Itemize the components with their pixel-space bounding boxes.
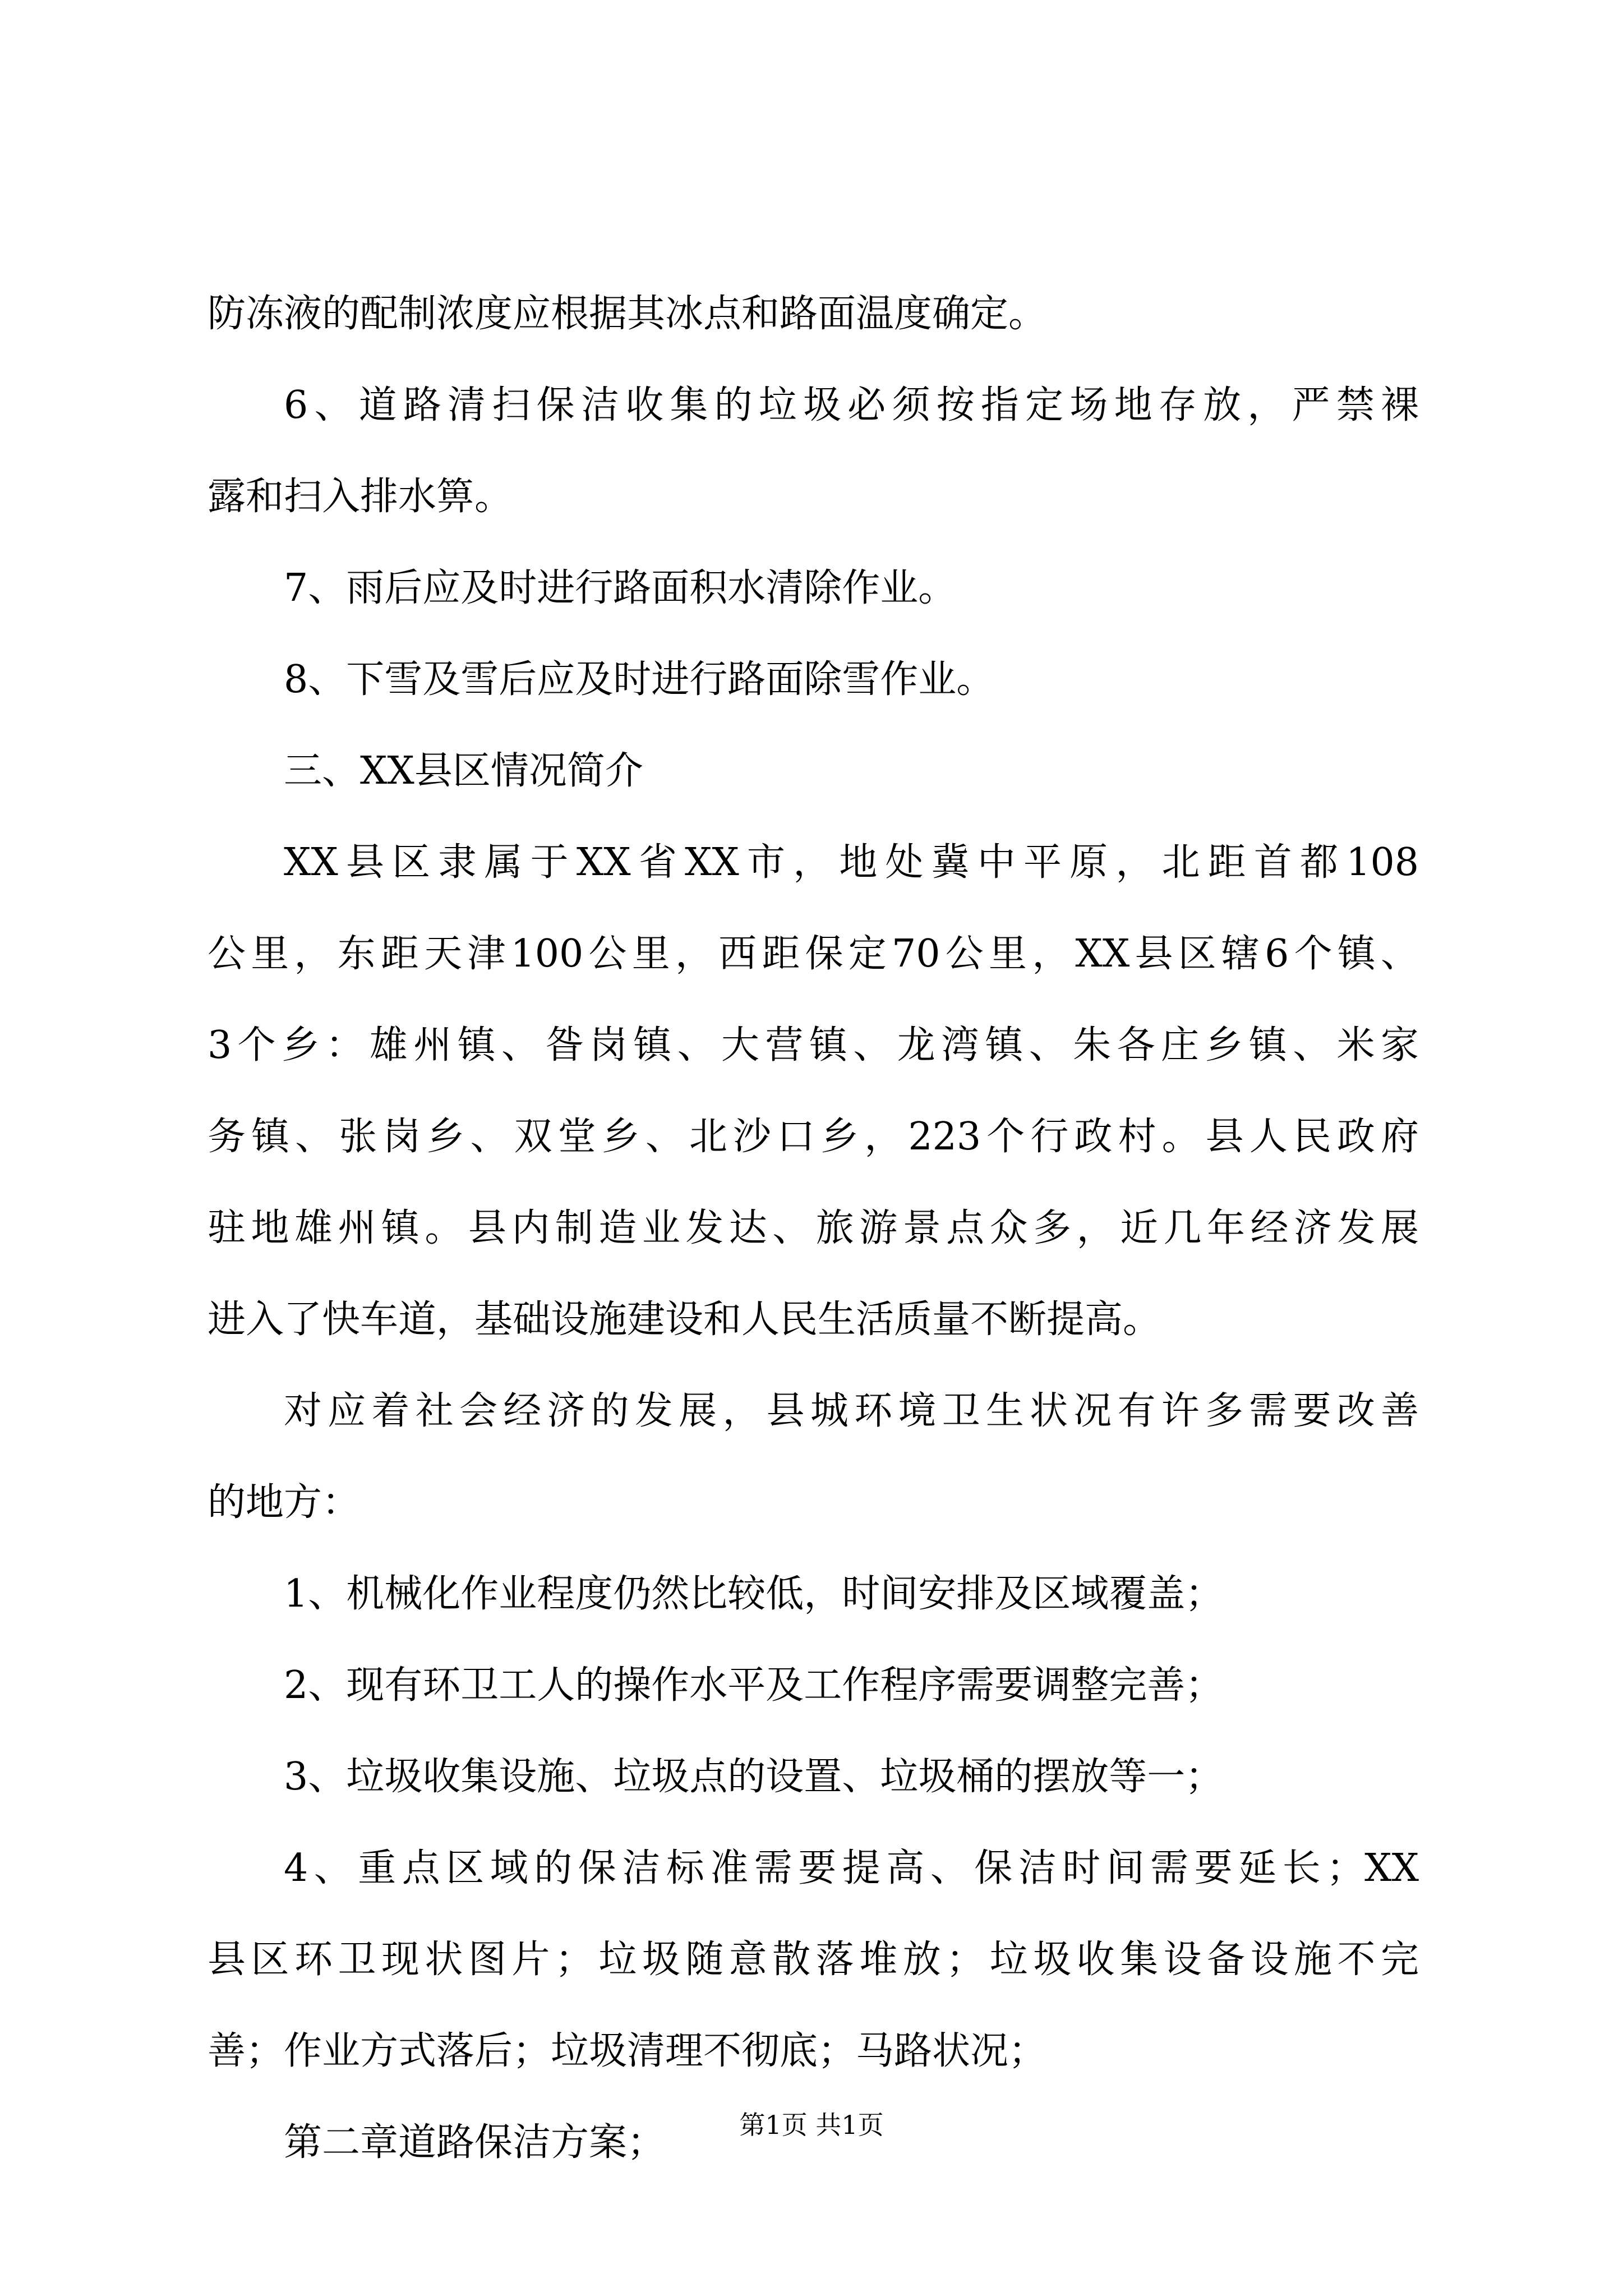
paragraph-line: 对应着社会经济的发展，县城环境卫生状况有许多需要改善 bbox=[284, 1389, 1419, 1433]
chapter-heading: 第二章道路保洁方案； bbox=[284, 2120, 666, 2165]
paragraph-line: 进入了快车道，基础设施建设和人民生活质量不断提高。 bbox=[208, 1297, 1161, 1342]
section-heading: 三、XX县区情况简介 bbox=[284, 749, 643, 793]
paragraph-line: 县区环卫现状图片；垃圾随意散落堆放；垃圾收集设备设施不完 bbox=[208, 1938, 1419, 1982]
document-body bbox=[208, 268, 1419, 2188]
paragraph-line: XX县区隶属于XX省XX市，地处冀中平原，北距首都108 bbox=[284, 840, 1419, 885]
paragraph-line: 的地方： bbox=[208, 1480, 361, 1525]
paragraph-line: 2、现有环卫工人的操作水平及工作程序需要调整完善； bbox=[284, 1663, 1224, 1708]
paragraph-line: 驻地雄州镇。县内制造业发达、旅游景点众多，近几年经济发展 bbox=[208, 1206, 1419, 1250]
paragraph-line: 8、下雪及雪后应及时进行路面除雪作业。 bbox=[284, 657, 995, 702]
paragraph-line: 务镇、张岗乡、双堂乡、北沙口乡，223个行政村。县人民政府 bbox=[208, 1115, 1419, 1159]
paragraph-line: 4、重点区域的保洁标准需要提高、保洁时间需要延长；XX bbox=[284, 1846, 1419, 1890]
paragraph-line: 防冻液的配制浓度应根据其冰点和路面温度确定。 bbox=[208, 292, 1047, 336]
paragraph-line: 7、雨后应及时进行路面积水清除作业。 bbox=[284, 566, 957, 610]
paragraph-line: 6、道路清扫保洁收集的垃圾必须按指定场地存放，严禁裸 bbox=[284, 383, 1419, 427]
page-footer: 第1页 共1页 bbox=[739, 2110, 884, 2140]
paragraph-line: 公里，东距天津100公里，西距保定70公里，XX县区辖6个镇、 bbox=[208, 932, 1419, 976]
paragraph-line: 善；作业方式落后；垃圾清理不彻底；马路状况； bbox=[208, 2029, 1047, 2073]
paragraph-line: 3个乡：雄州镇、昝岗镇、大营镇、龙湾镇、朱各庄乡镇、米家 bbox=[208, 1023, 1419, 1068]
paragraph-line: 1、机械化作业程度仍然比较低，时间安排及区域覆盖； bbox=[284, 1572, 1224, 1616]
paragraph-line: 露和扫入排水箅。 bbox=[208, 475, 513, 519]
paragraph-line: 3、垃圾收集设施、垃圾点的设置、垃圾桶的摆放等一； bbox=[284, 1755, 1224, 1799]
